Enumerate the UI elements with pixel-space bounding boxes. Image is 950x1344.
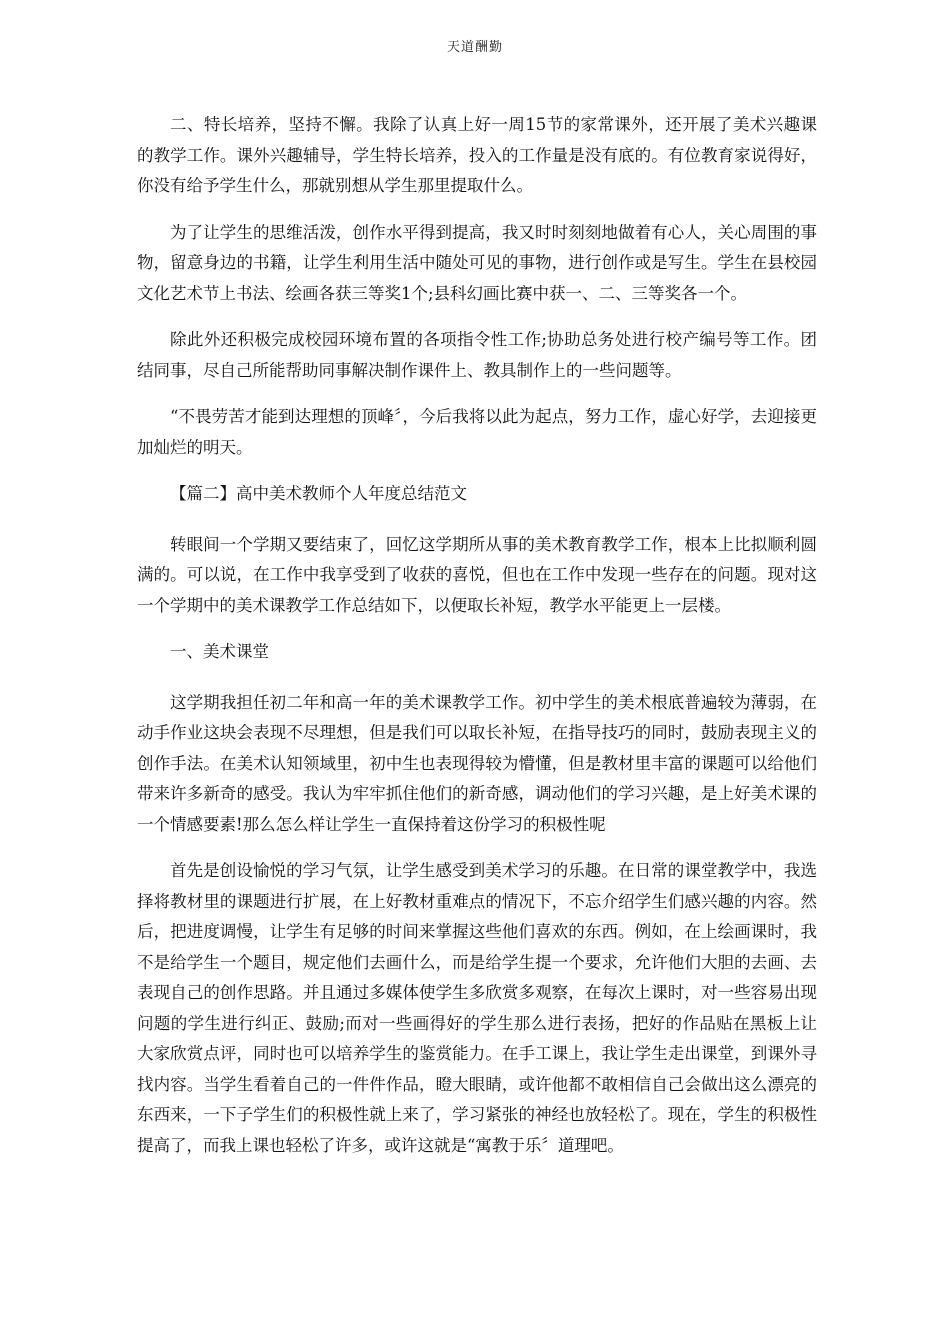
paragraph-special-training: 二、特长培养，坚持不懈。我除了认真上好一周15节的家常课外，还开展了美术兴趣课的教学工作。课外兴趣辅导，学生特长培养，投入的工作量是没有底的。有位教育家说得好，你没有给予学生什么，那就别想从学生那里提取什么。 [137,115,817,195]
section-title-part-two: 【篇二】高中美术教师个人年度总结范文 [170,484,467,503]
paragraph-student-creativity: 为了让学生的思维活泼，创作水平得到提高，我又时时刻刻地做着有心人，关心周围的事物，留意身边的书籍，让学生利用生活中随处可见的事物，进行创作或是写生。学生在县校园文化艺术节上书法、绘画各获三等奖1个;县科幻画比赛中获一、二、三等奖各一个。 [137,222,817,303]
paragraph-teaching-duties: 这学期我担任初二年和高一年的美术课教学工作。初中学生的美术根底普遍较为薄弱，在动手作业这块会表现不尽理想，但是我们可以取长补短，在指导技巧的同时，鼓励表现主义的创作手法。在美术认知领域里，初中生也表现得较为懵懂，但是教材里丰富的课题可以给他们带来许多新奇的感受。我认为牢牢抓住他们的新奇感，调动他们的学习兴趣，是上好美术课的一个情感要素!那么怎么样让学生一直保持着这份学习的积极性呢 [137,692,817,834]
paragraph-other-work: 除此外还积极完成校园环境布置的各项指令性工作;协助总务处进行校产编号等工作。团结同事，尽自己所能帮助同事解决制作课件上、教具制作上的一些问题等。 [137,330,817,380]
subheading-art-classroom: 一、美术课堂 [170,642,269,661]
paragraph-semester-intro: 转眼间一个学期又要结束了，回忆这学期所从事的美术教育教学工作，根本上比拟顺利圆满的。可以说，在工作中我享受到了收获的喜悦，但也在工作中发现一些存在的问题。现对这一个学期中的美术课教学工作总结如下，以便取长补短，教学水平能更上一层楼。 [137,534,817,615]
paragraph-closing-quote: “不畏劳苦才能到达理想的顶峰〞，今后我将以此为起点，努力工作，虚心好学，去迎接更加灿烂的明天。 [137,407,817,457]
paragraph-learning-atmosphere: 首先是创设愉悦的学习气氛，让学生感受到美术学习的乐趣。在日常的课堂教学中，我选择将教材里的课题进行扩展，在上好教材重难点的情况下，不忘介绍学生们感兴趣的内容。然后，把进度调慢，让学生有足够的时间来掌握这些他们喜欢的东西。例如，在上绘画课时，我不是给学生一个题目，规定他们去画什么，而是给学生提一个要求，允许他们大胆的去画、去表现自己的创作思路。并且通过多媒体使学生多欣赏多观察，在每次上课时，对一些容易出现问题的学生进行纠正、鼓励;而对一些画得好的学生那么进行表扬，把好的作品贴在黑板上让大家欣赏点评，同时也可以培养学生的鉴赏能力。在手工课上，我让学生走出课堂，到课外寻找内容。当学生看着自己的一件件作品，瞪大眼睛，或许他都不敢相信自己会做出这么漂亮的东西来，一下子学生们的积极性就上来了，学习紧张的神经也放轻松了。现在，学生的积极性提高了，而我上课也轻松了许多，或许这就是“寓教于乐〞道理吧。 [137,861,817,1155]
page-header: 天道酬勤 [446,40,503,55]
document-body [137,110,817,1177]
